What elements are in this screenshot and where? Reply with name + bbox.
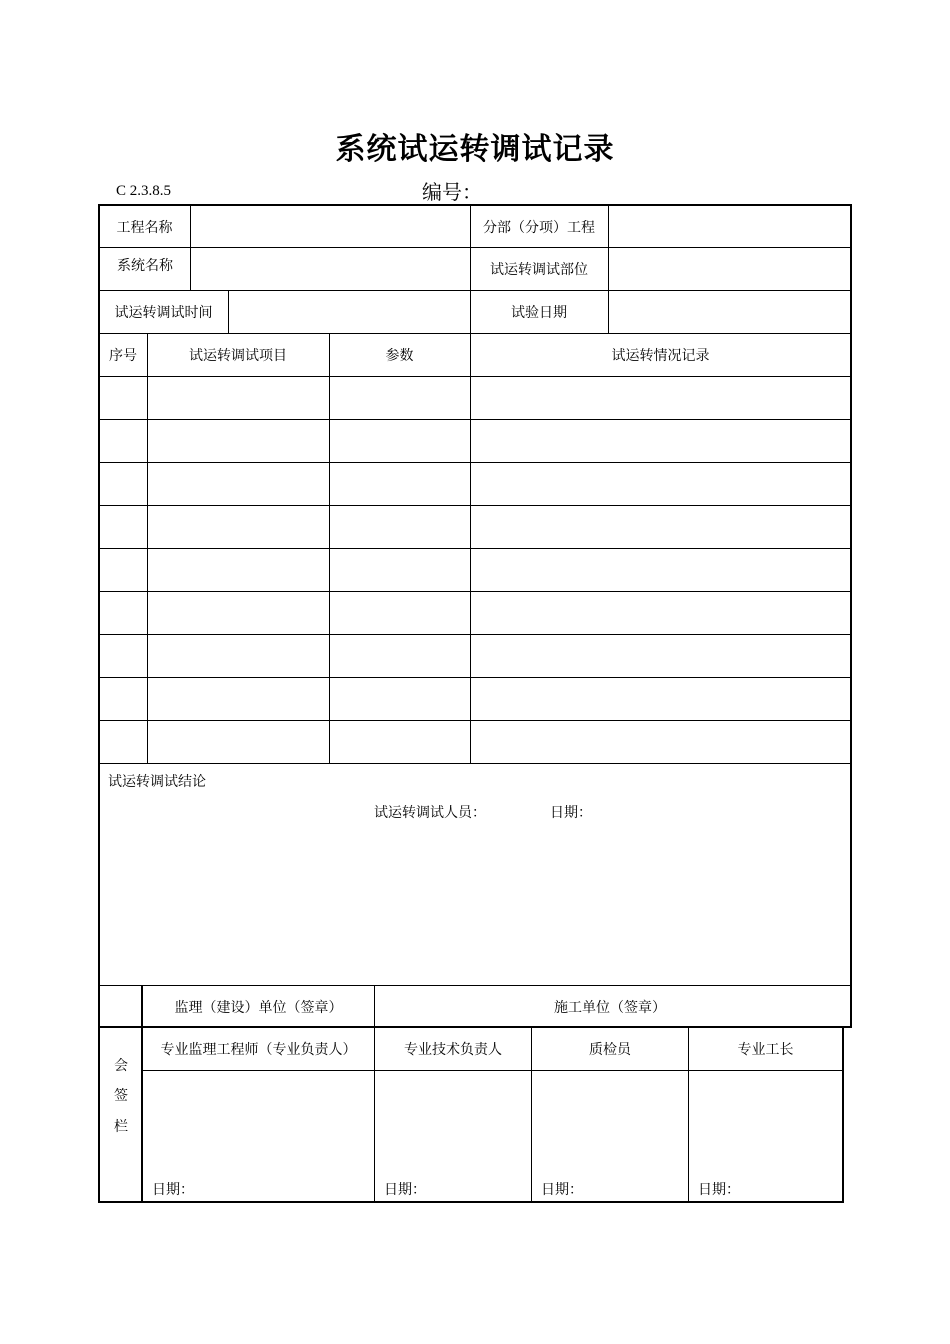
row-line (99, 677, 851, 678)
col-header-index: 序号 (109, 347, 137, 364)
signoff-date-label: 日期： (541, 1182, 583, 1198)
signoff-line (141, 1070, 844, 1071)
col-line (329, 333, 330, 763)
col-header-record: 试运转情况记录 (611, 347, 710, 364)
signoff-line (98, 1201, 144, 1203)
supervision-unit-label: 监理（建设）单位（签章） (174, 999, 343, 1016)
number-label: 编号： (422, 180, 482, 204)
row-line (99, 591, 851, 592)
signoff-side-label: 签 (114, 1088, 128, 1104)
col-header-param: 参数 (385, 347, 414, 364)
row-line (99, 763, 851, 764)
construction-unit-label: 施工单位（签章） (554, 999, 666, 1016)
signoff-line (98, 1026, 100, 1202)
col-line (608, 206, 609, 333)
page-title: 系统试运转调试记录 (335, 132, 615, 167)
signoff-line (842, 1027, 844, 1203)
row-line (99, 720, 851, 721)
col-line (147, 333, 148, 763)
form-code: C 2.3.8.5 (116, 183, 172, 199)
col-line (228, 290, 229, 333)
signoff-date-label: 日期： (384, 1182, 426, 1198)
col-line (190, 206, 191, 290)
sub-project-label: 分部（分项）工程 (483, 219, 595, 236)
row-line (99, 376, 851, 377)
test-location-label: 试运转调试部位 (490, 261, 588, 278)
test-time-label: 试运转调试时间 (114, 304, 213, 321)
row-line (99, 548, 851, 549)
row-line (99, 462, 851, 463)
role-inspector: 质检员 (589, 1042, 631, 1058)
row-line (99, 505, 851, 506)
signoff-date-label: 日期： (152, 1182, 194, 1198)
row-line (99, 634, 851, 635)
role-supervisor: 专业监理工程师（专业负责人） (160, 1042, 357, 1058)
test-date-label: 试验日期 (511, 304, 567, 321)
conclusion-label: 试运转调试结论 (108, 774, 206, 790)
role-tech-lead: 专业技术负责人 (404, 1042, 502, 1058)
signoff-side-label: 会 (114, 1058, 128, 1074)
system-name-label: 系统名称 (117, 258, 173, 274)
conclusion-date-label: 日期： (550, 805, 592, 821)
row-line (99, 419, 851, 420)
signoff-date-label: 日期： (698, 1182, 740, 1198)
signoff-side-label: 栏 (114, 1119, 128, 1135)
col-header-item: 试运转调试项目 (189, 347, 287, 364)
project-name-label: 工程名称 (116, 219, 173, 236)
signoff-line (141, 1201, 844, 1203)
role-foreman: 专业工长 (737, 1042, 794, 1058)
personnel-label: 试运转调试人员： (374, 805, 486, 821)
